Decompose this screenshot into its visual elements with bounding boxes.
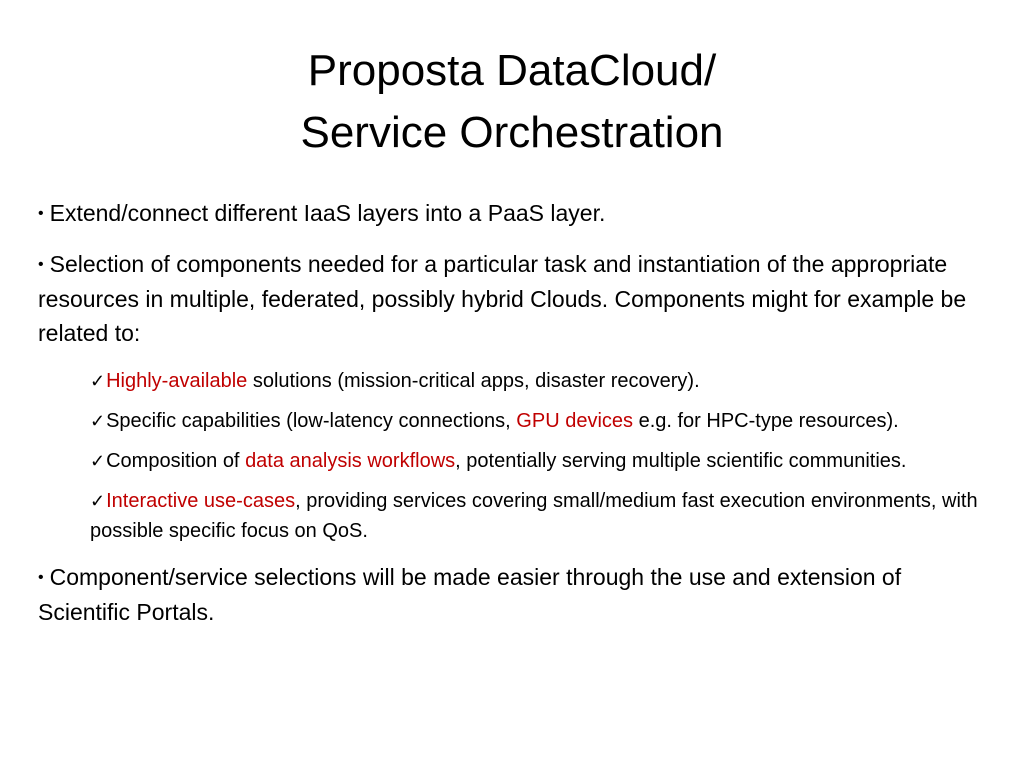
sub-bullet-item — [90, 406, 998, 436]
bullet-icon: • — [38, 569, 44, 586]
sub-bullet-text: e.g. for HPC-type resources). — [633, 410, 899, 432]
highlight-text: GPU devices — [516, 410, 634, 432]
bullet-item — [38, 560, 998, 629]
sub-bullet-item — [90, 486, 998, 546]
checkmark-icon: ✓ — [90, 451, 106, 471]
checkmark-icon: ✓ — [90, 491, 106, 511]
sub-bullet-text: Specific capabilities (low-latency connections, — [106, 410, 517, 432]
checkmark-icon: ✓ — [90, 371, 106, 391]
sub-bullet-text: , potentially serving multiple scientific communities. — [455, 450, 907, 472]
highlight-text: Highly-available — [106, 370, 248, 392]
bullet-text: Selection of components needed for a particular task and instantiation of the appropriate resources in multiple, federated, possibly hybrid Clouds. Components might for example be related to: — [38, 251, 967, 346]
sub-bullet-item — [90, 446, 998, 476]
bullet-icon: • — [38, 205, 44, 222]
title-line-1: Proposta DataCloud/ — [307, 46, 717, 95]
bullet-text: Extend/connect different IaaS layers into a PaaS layer. — [49, 200, 606, 226]
bullet-item — [38, 196, 998, 231]
sub-bullet-text: , providing services covering small/medium fast execution environments, with possible specific focus on QoS. — [90, 490, 978, 542]
sub-bullet-item — [90, 366, 998, 396]
bullet-icon: • — [38, 256, 44, 273]
highlight-text: data analysis workflows — [245, 450, 456, 472]
sub-bullet-list — [90, 366, 998, 546]
sub-bullet-text: Composition of — [106, 450, 246, 472]
checkmark-icon: ✓ — [90, 411, 106, 431]
highlight-text: Interactive use-cases — [106, 490, 296, 512]
slide-content — [38, 196, 998, 645]
bullet-item — [38, 247, 998, 350]
slide-title — [0, 40, 1024, 164]
bullet-text: Component/service selections will be made easier through the use and extension of Scientific Portals. — [38, 564, 902, 625]
title-line-2: Service Orchestration — [300, 108, 724, 157]
sub-bullet-text: solutions (mission-critical apps, disaster recovery). — [247, 370, 700, 392]
